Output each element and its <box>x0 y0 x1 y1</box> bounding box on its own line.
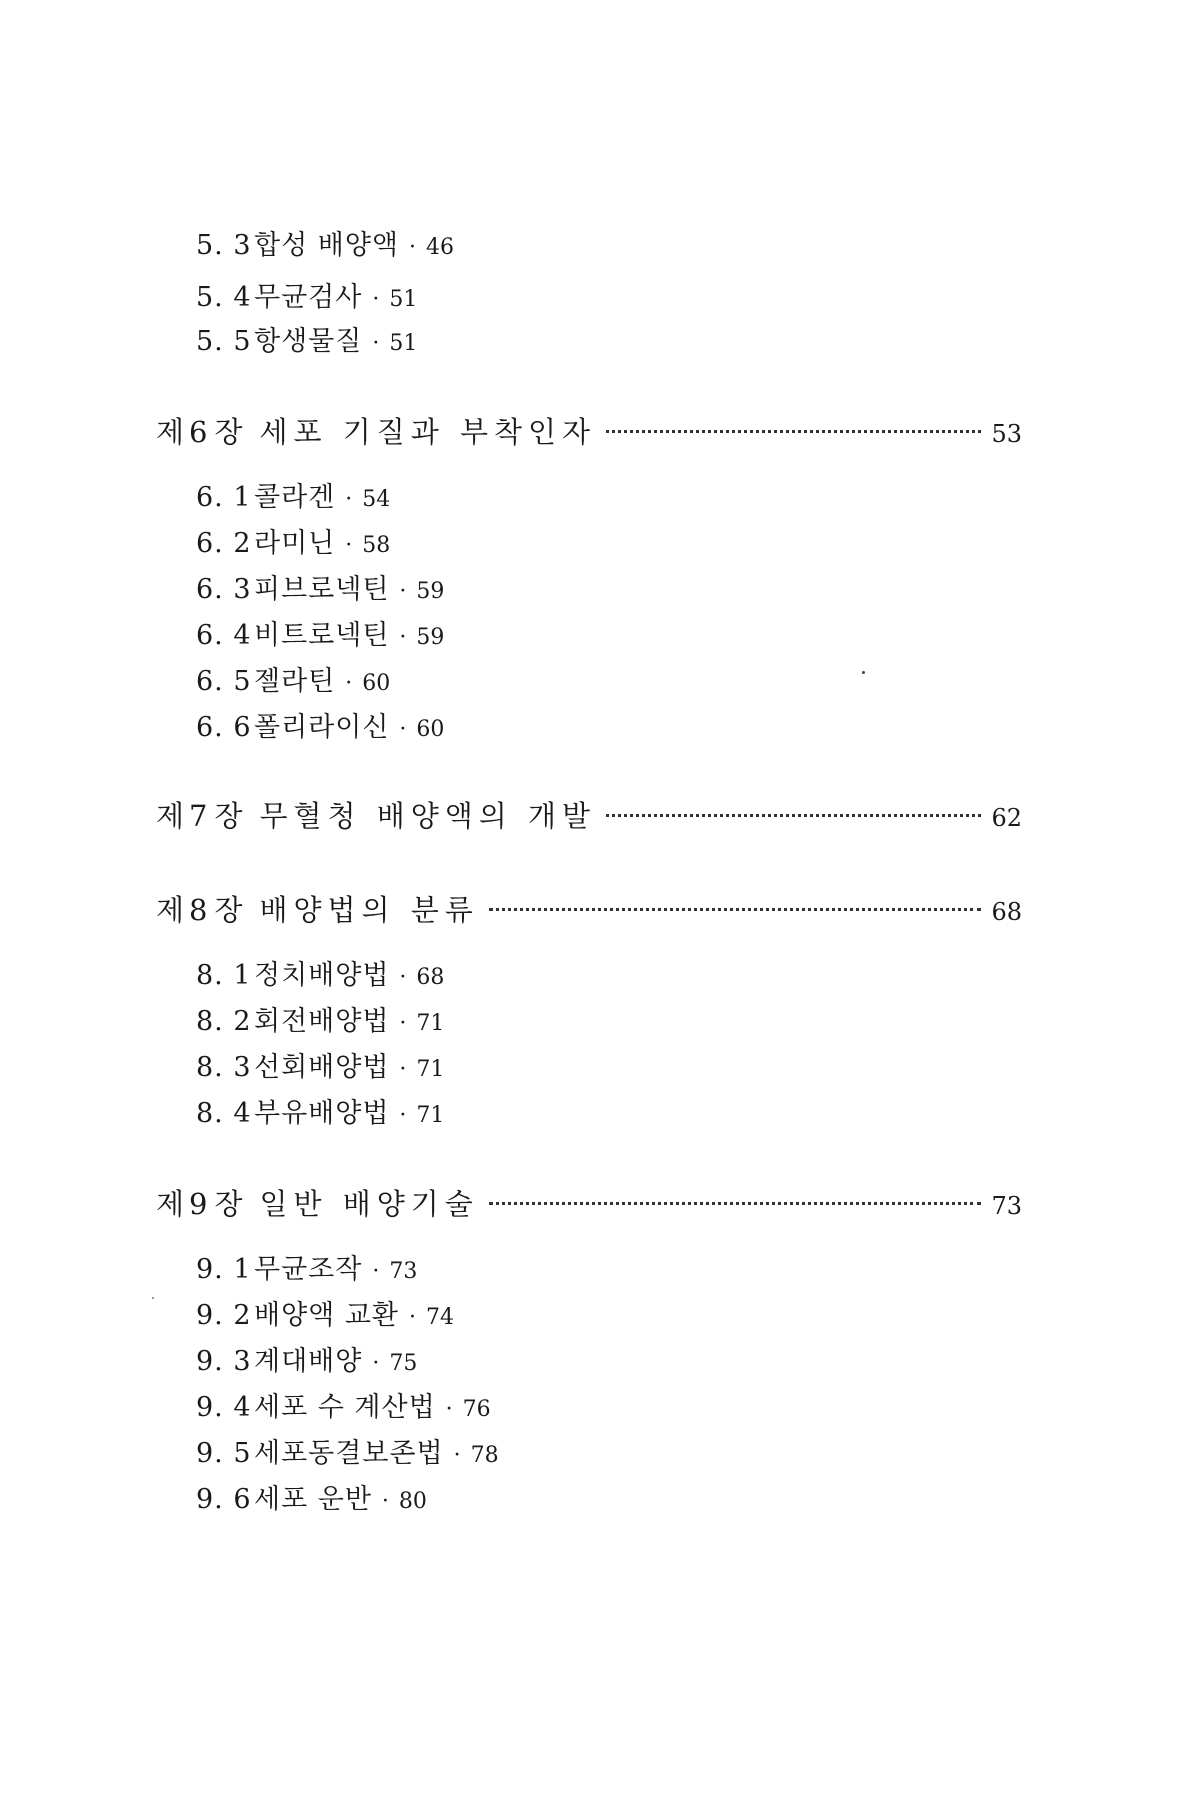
section-number: 6. 5 <box>196 666 252 697</box>
section-number: 6. 2 <box>196 528 252 559</box>
toc-section-9-6[interactable] <box>196 1480 427 1520</box>
toc-section-6-4[interactable] <box>196 616 444 656</box>
section-number: 6. 3 <box>196 574 252 605</box>
dot-leader <box>606 430 981 433</box>
section-page: 60 <box>362 671 391 696</box>
section-page: 54 <box>362 487 391 512</box>
section-title: 합성 배양액 <box>254 230 399 261</box>
separator-dot: · <box>399 965 407 990</box>
chapter-prefix: 제 <box>156 415 186 449</box>
section-title: 계대배양 <box>254 1346 363 1377</box>
chapter-page: 62 <box>991 804 1022 832</box>
chapter-suffix: 장 <box>214 1187 244 1221</box>
section-page: 71 <box>416 1011 445 1036</box>
section-title: 비트로넥틴 <box>254 620 390 651</box>
chapter-title: 일반 배양기술 <box>259 1187 479 1221</box>
toc-section-8-1[interactable] <box>196 956 444 996</box>
chapter-number: 7 <box>189 799 209 833</box>
toc-chapter-8[interactable] <box>156 888 1022 932</box>
section-page: 74 <box>426 1305 454 1330</box>
chapter-prefix: 제 <box>156 799 186 833</box>
toc-section-6-2[interactable] <box>196 524 390 564</box>
section-page: 76 <box>462 1397 491 1422</box>
dot-leader <box>606 814 981 817</box>
section-page: 60 <box>416 717 445 742</box>
section-title: 선회배양법 <box>254 1052 390 1083</box>
section-number: 8. 1 <box>196 960 252 991</box>
section-number: 9. 5 <box>196 1438 252 1469</box>
section-number: 9. 1 <box>196 1254 252 1285</box>
section-page: 58 <box>362 533 391 558</box>
chapter-prefix: 제 <box>156 893 186 927</box>
section-page: 71 <box>416 1057 445 1082</box>
separator-dot: · <box>372 1259 380 1284</box>
section-title: 정치배양법 <box>254 960 390 991</box>
chapter-page: 73 <box>991 1192 1022 1220</box>
section-number: 9. 2 <box>196 1300 252 1331</box>
toc-section-9-5[interactable] <box>196 1434 499 1474</box>
section-title: 회전배양법 <box>254 1006 390 1037</box>
section-page: 59 <box>416 625 445 650</box>
separator-dot: · <box>409 1305 416 1330</box>
separator-dot: · <box>453 1443 461 1468</box>
toc-section-9-3[interactable] <box>196 1342 417 1382</box>
separator-dot: · <box>399 625 407 650</box>
section-title: 젤라틴 <box>254 666 336 697</box>
toc-chapter-7[interactable] <box>156 794 1022 838</box>
separator-dot: · <box>345 533 353 558</box>
separator-dot: · <box>399 1103 407 1128</box>
toc-chapter-9[interactable] <box>156 1182 1022 1226</box>
dot-leader <box>489 1202 982 1205</box>
section-page: 51 <box>389 331 418 356</box>
section-title: 세포 수 계산법 <box>254 1392 436 1423</box>
section-number: 5. 4 <box>196 282 252 313</box>
section-title: 세포동결보존법 <box>254 1438 444 1469</box>
toc-section-6-5[interactable] <box>196 662 390 702</box>
separator-dot: · <box>409 235 416 260</box>
separator-dot: · <box>345 671 353 696</box>
toc-section-9-1[interactable] <box>196 1250 417 1290</box>
separator-dot: · <box>372 331 380 356</box>
chapter-suffix: 장 <box>214 799 244 833</box>
section-title: 무균검사 <box>254 282 363 313</box>
section-title: 무균조작 <box>254 1254 363 1285</box>
section-page: 68 <box>416 965 445 990</box>
section-title: 부유배양법 <box>254 1098 390 1129</box>
section-number: 8. 2 <box>196 1006 252 1037</box>
separator-dot: · <box>445 1397 453 1422</box>
section-title: 폴리라이신 <box>254 712 390 743</box>
section-number: 6. 6 <box>196 712 252 743</box>
toc-chapter-6[interactable] <box>156 410 1022 454</box>
section-title: 피브로넥틴 <box>254 574 390 605</box>
section-number: 9. 4 <box>196 1392 252 1423</box>
separator-dot: · <box>372 287 380 312</box>
section-number: 8. 4 <box>196 1098 252 1129</box>
separator-dot: · <box>381 1489 389 1514</box>
toc-section-8-3[interactable] <box>196 1048 444 1088</box>
dot-leader <box>489 908 982 911</box>
chapter-page: 68 <box>991 898 1022 926</box>
separator-dot: · <box>399 1011 407 1036</box>
chapter-number: 9 <box>189 1187 209 1221</box>
chapter-number: 6 <box>189 415 209 449</box>
toc-section-6-3[interactable] <box>196 570 444 610</box>
toc-section-5-3[interactable] <box>196 226 454 266</box>
section-page: 75 <box>389 1351 418 1376</box>
toc-section-8-2[interactable] <box>196 1002 444 1042</box>
section-page: 51 <box>389 287 418 312</box>
toc-section-6-6[interactable] <box>196 708 444 748</box>
section-page: 73 <box>389 1259 418 1284</box>
chapter-title: 세포 기질과 부착인자 <box>259 415 597 449</box>
section-number: 8. 3 <box>196 1052 252 1083</box>
separator-dot: · <box>399 1057 407 1082</box>
section-number: 9. 6 <box>196 1484 252 1515</box>
section-page: 59 <box>416 579 445 604</box>
toc-section-8-4[interactable] <box>196 1094 444 1134</box>
toc-section-5-4[interactable] <box>196 278 417 318</box>
separator-dot: · <box>399 717 407 742</box>
chapter-suffix: 장 <box>214 415 244 449</box>
section-page: 78 <box>470 1443 499 1468</box>
section-title: 세포 운반 <box>254 1484 372 1515</box>
scan-speck <box>152 1297 154 1299</box>
chapter-page: 53 <box>991 420 1022 448</box>
toc-section-9-2[interactable] <box>196 1296 454 1336</box>
section-page: 71 <box>416 1103 445 1128</box>
chapter-prefix: 제 <box>156 1187 186 1221</box>
section-page: 80 <box>398 1489 427 1514</box>
separator-dot: · <box>372 1351 380 1376</box>
section-title: 항생물질 <box>254 326 363 357</box>
scan-speck <box>862 671 865 674</box>
section-number: 5. 3 <box>196 230 252 261</box>
section-number: 5. 5 <box>196 326 252 357</box>
chapter-suffix: 장 <box>214 893 244 927</box>
chapter-title: 무혈청 배양액의 개발 <box>259 799 597 833</box>
chapter-title: 배양법의 분류 <box>259 893 479 927</box>
section-number: 9. 3 <box>196 1346 252 1377</box>
section-title: 라미닌 <box>254 528 336 559</box>
toc-section-6-1[interactable] <box>196 478 390 518</box>
separator-dot: · <box>345 487 353 512</box>
section-number: 6. 4 <box>196 620 252 651</box>
separator-dot: · <box>399 579 407 604</box>
section-page: 46 <box>426 235 454 260</box>
chapter-number: 8 <box>189 893 209 927</box>
section-number: 6. 1 <box>196 482 252 513</box>
section-title: 배양액 교환 <box>254 1300 399 1331</box>
toc-section-5-5[interactable] <box>196 322 417 362</box>
toc-section-9-4[interactable] <box>196 1388 491 1428</box>
section-title: 콜라겐 <box>254 482 336 513</box>
